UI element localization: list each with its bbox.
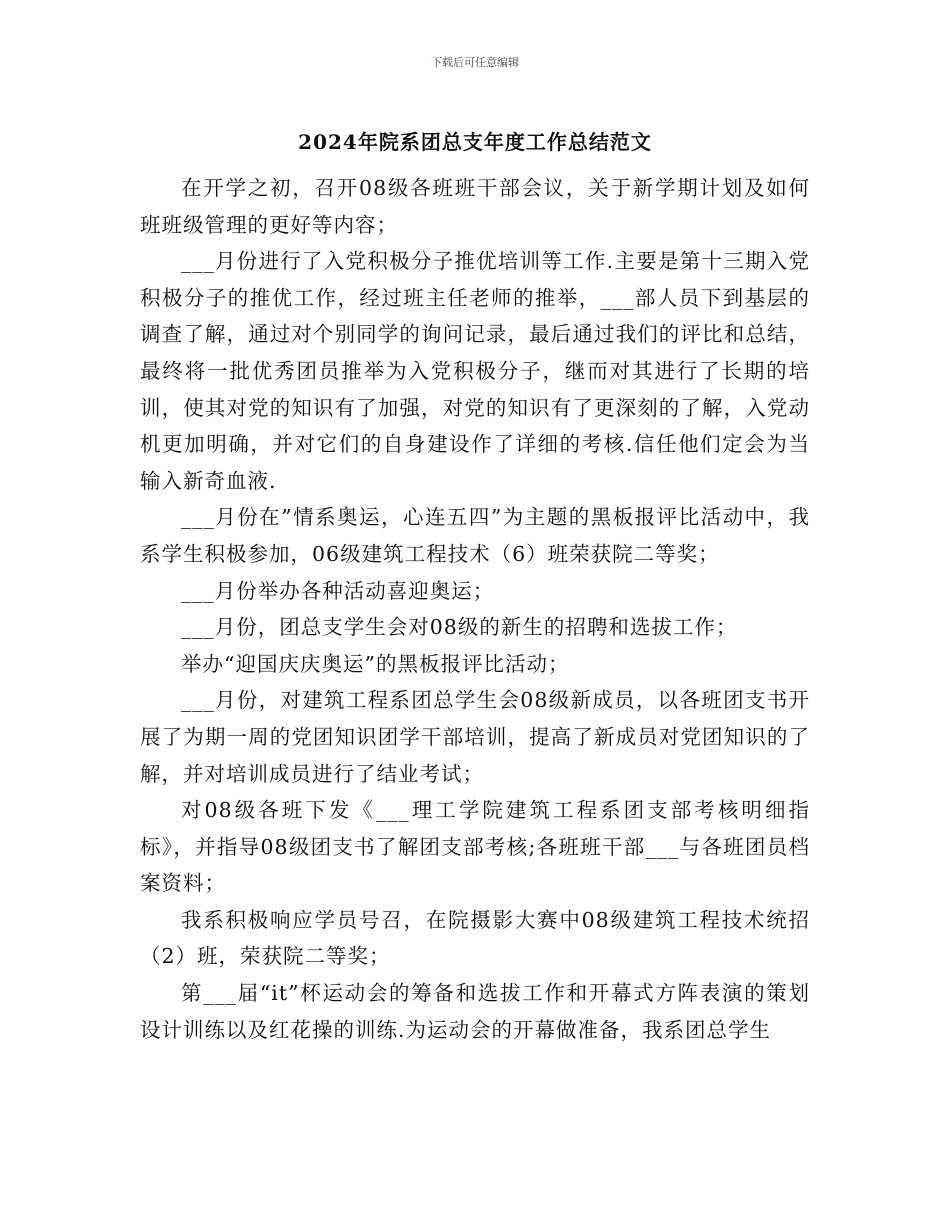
header-note: 下载后可任意编辑: [431, 56, 519, 69]
paragraph: ___月份举办各种活动喜迎奥运；: [181, 578, 495, 603]
paragraph: 在开学之初，召开08级各班班干部会议，关于新学期计划及如何班班级管理的更好等内容；: [140, 176, 810, 237]
paragraph: 第___届“it”杯运动会的筹备和选拔工作和开幕式方阵表演的策划设计训练以及红花操的训练.为运动会的开幕做准备，我系团总学生: [140, 981, 810, 1042]
document-title: 2024年院系团总支年度工作总结范文: [298, 130, 652, 154]
paragraph: 对08级各班下发《___理工学院建筑工程系团支部考核明细指标》，并指导08级团支书了解团支部考核;各班班干部___与各班团员档案资料；: [140, 798, 810, 896]
paragraph: ___月份，对建筑工程系团总学生会08级新成员，以各班团支书开展了为期一周的党团知识团学干部培训，提高了新成员对党团知识的了解，并对培训成员进行了结业考试；: [140, 688, 810, 786]
document-body: [140, 170, 810, 1048]
paragraph: ___月份在”情系奥运，心连五四”为主题的黑板报评比活动中，我系学生积极参加，06级建筑工程技术（6）班荣获院二等奖；: [140, 505, 810, 566]
paragraph: 举办“迎国庆庆奥运”的黑板报评比活动；: [181, 651, 570, 676]
paragraph: 我系积极响应学员号召，在院摄影大赛中08级建筑工程技术统招（2）班，荣获院二等奖；: [140, 907, 810, 969]
paragraph: ___月份，团总支学生会对08级的新生的招聘和选拔工作；: [181, 615, 738, 640]
paragraph: ___月份进行了入党积极分子推优培训等工作.主要是第十三期入党积极分子的推优工作，经过班主任老师的推举，___部人员下到基层的调查了解，通过对个别同学的询问记录，最后通过我们的评比和总结，最终将一批优秀团员推举为入党积极分子，继而对其进行了长期的培训，使其对党的知识有了加强，对党的知识有了更深刻的了解，入党动机更加明确，并对它们的自身建设作了详细的考核.信任他们定会为当输入新奇血液.: [140, 249, 810, 493]
